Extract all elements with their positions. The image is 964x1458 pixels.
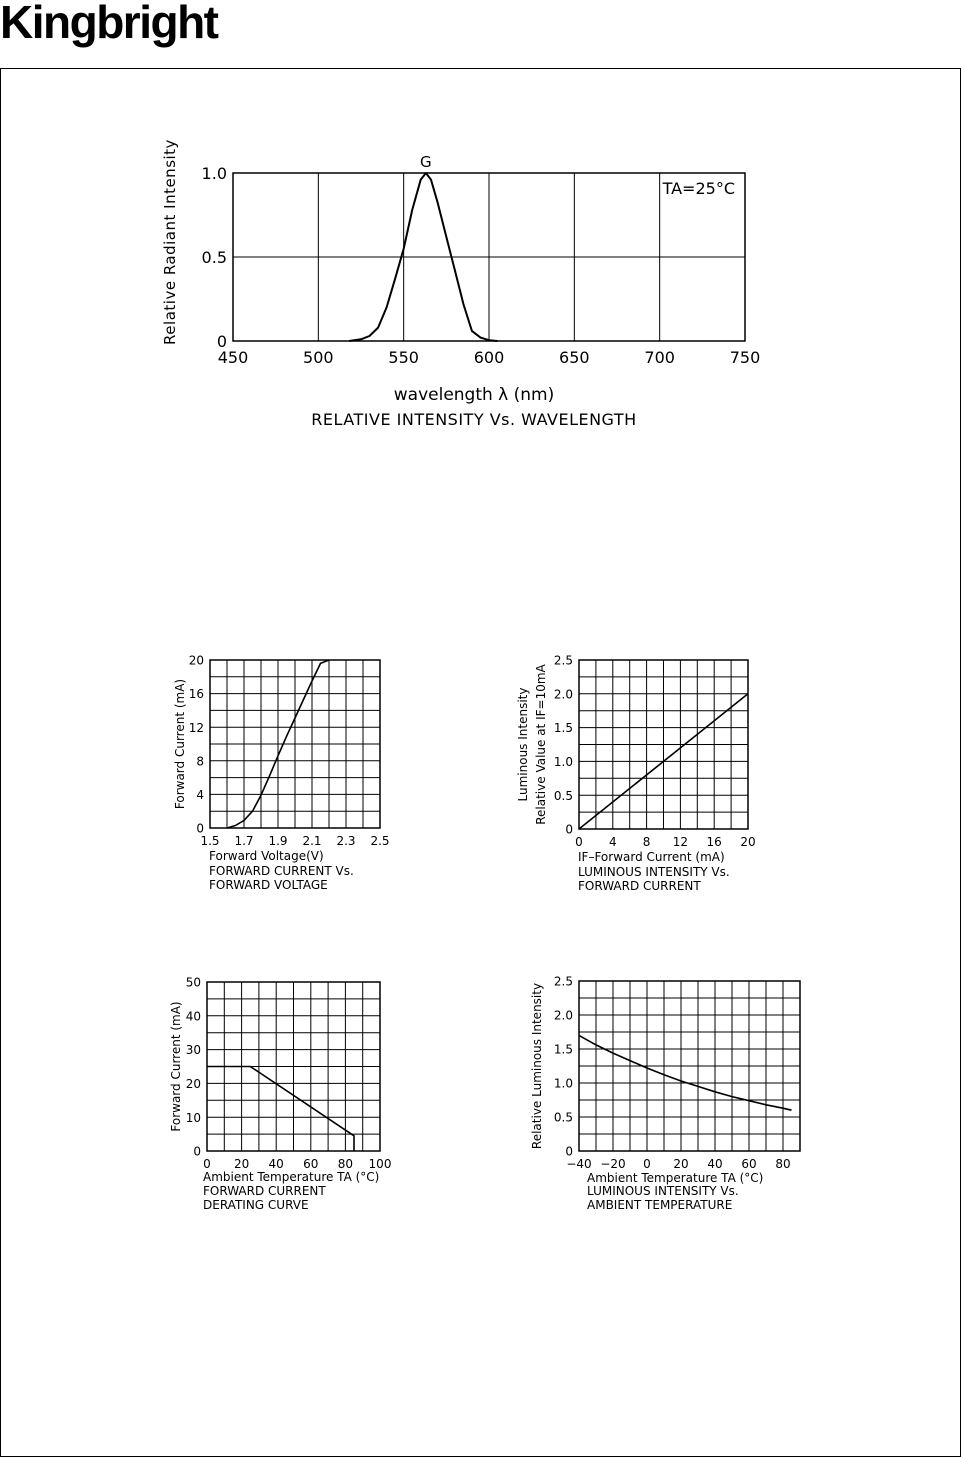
- chart-luminous-intensity-vs-current: [516, 654, 756, 893]
- y-axis-label: Forward Current (mA): [173, 678, 187, 810]
- x-tick-label: 500: [303, 348, 334, 367]
- y-axis-label-line: Relative Value at IF=10mA: [534, 664, 548, 825]
- x-tick-label: 20: [673, 1157, 689, 1171]
- x-tick-label: 20: [233, 1157, 250, 1171]
- y-tick-label: 16: [188, 687, 204, 702]
- y-tick-label: 4: [196, 787, 204, 802]
- chart-title: RELATIVE INTENSITY Vs. WAVELENGTH: [311, 410, 637, 429]
- y-tick-label: 50: [185, 975, 201, 990]
- chart-title-line: FORWARD CURRENT: [203, 1184, 326, 1198]
- x-tick-label: 40: [707, 1157, 723, 1171]
- x-tick-label: 80: [775, 1157, 791, 1171]
- x-axis-label: wavelength λ (nm): [393, 385, 555, 405]
- chart-forward-current-derating: [169, 976, 391, 1212]
- y-tick-label: 8: [196, 754, 204, 769]
- chart-title-line: DERATING CURVE: [203, 1198, 309, 1212]
- chart-forward-current-vs-voltage: [173, 654, 390, 892]
- chart-title-line: LUMINOUS INTENSITY Vs.: [578, 865, 730, 879]
- chart-luminous-intensity-vs-temperature: [530, 975, 800, 1212]
- x-tick-label: 1.5: [200, 834, 220, 848]
- x-tick-label: 60: [303, 1157, 319, 1171]
- y-tick-label: 0.5: [553, 788, 573, 803]
- x-axis-label: Ambient Temperature TA (°C): [587, 1171, 764, 1185]
- chart-title-line: FORWARD CURRENT Vs.: [209, 864, 354, 878]
- x-tick-label: 4: [608, 835, 617, 849]
- y-tick-label: 20: [188, 653, 204, 668]
- x-tick-label: 1.9: [268, 834, 288, 848]
- y-tick-label: 1.5: [553, 1042, 573, 1057]
- y-tick-label: 1.0: [201, 164, 227, 184]
- y-tick-label: 40: [185, 1009, 201, 1024]
- y-tick-label: 12: [188, 720, 204, 735]
- chart-relative-intensity-vs-wavelength: [161, 139, 760, 429]
- x-tick-label: 700: [644, 348, 675, 367]
- x-tick-label: 8: [642, 835, 651, 849]
- series-line-if: [207, 1067, 354, 1152]
- kingbright-logo: Kingbright: [0, 0, 218, 48]
- chart-title-line: FORWARD VOLTAGE: [209, 878, 328, 892]
- x-tick-label: 16: [706, 835, 722, 849]
- y-tick-label: 0: [216, 332, 227, 352]
- y-tick-label: 0: [196, 821, 204, 836]
- y-tick-label: 2.0: [553, 1008, 573, 1023]
- x-tick-label: 20: [740, 835, 756, 849]
- x-axis-label: IF–Forward Current (mA): [578, 850, 725, 864]
- y-tick-label: 2.0: [553, 687, 573, 702]
- x-tick-label: 2.5: [370, 834, 390, 848]
- x-axis-label: Ambient Temperature TA (°C): [203, 1170, 380, 1184]
- y-axis-label-line: Luminous Intensity: [516, 687, 530, 802]
- x-tick-label: 80: [337, 1157, 354, 1171]
- x-tick-label: 12: [672, 835, 689, 849]
- x-tick-label: 40: [268, 1157, 284, 1171]
- chart-title-line: LUMINOUS INTENSITY Vs.: [587, 1184, 739, 1198]
- x-tick-label: 600: [473, 348, 505, 367]
- series-label: G: [420, 153, 432, 171]
- y-tick-label: 10: [185, 1110, 201, 1125]
- x-tick-label: 100: [368, 1157, 392, 1171]
- y-tick-label: 2.5: [553, 653, 573, 668]
- temperature-annotation: TA=25°C: [662, 179, 735, 198]
- y-axis-label: Forward Current (mA): [169, 1001, 183, 1132]
- y-tick-label: 0: [565, 1144, 573, 1159]
- y-tick-label: 1.0: [553, 754, 573, 769]
- x-tick-label: 650: [559, 348, 590, 367]
- y-tick-label: 0.5: [201, 248, 227, 268]
- y-axis-label: Relative Luminous Intensity: [530, 982, 544, 1150]
- y-tick-label: 0: [193, 1144, 201, 1159]
- y-tick-label: 1.0: [553, 1076, 573, 1091]
- x-tick-label: 0: [643, 1157, 651, 1171]
- x-tick-label: −20: [600, 1157, 626, 1171]
- y-tick-label: 2.5: [553, 974, 573, 989]
- x-tick-label: 750: [729, 348, 761, 367]
- x-tick-label: 2.1: [302, 834, 322, 848]
- x-tick-label: 0: [575, 835, 583, 849]
- x-tick-label: 1.7: [234, 834, 254, 848]
- y-tick-label: 30: [185, 1043, 201, 1058]
- x-tick-label: 0: [203, 1157, 211, 1171]
- x-axis-label: Forward Voltage(V): [209, 849, 324, 863]
- y-axis-label: Relative Radiant Intensity: [161, 139, 179, 345]
- x-tick-label: −40: [566, 1157, 592, 1171]
- y-tick-label: 20: [185, 1076, 201, 1091]
- chart-title-line: FORWARD CURRENT: [578, 879, 701, 893]
- series-line-rli: [579, 1035, 792, 1110]
- y-tick-label: 0: [565, 822, 573, 837]
- y-tick-label: 0.5: [553, 1110, 573, 1125]
- x-tick-label: 550: [388, 348, 419, 367]
- y-tick-label: 1.5: [553, 721, 573, 736]
- x-tick-label: 60: [741, 1157, 757, 1171]
- chart-title-line: AMBIENT TEMPERATURE: [587, 1198, 733, 1212]
- x-tick-label: 2.3: [336, 834, 356, 848]
- x-tick-label: 450: [217, 348, 249, 367]
